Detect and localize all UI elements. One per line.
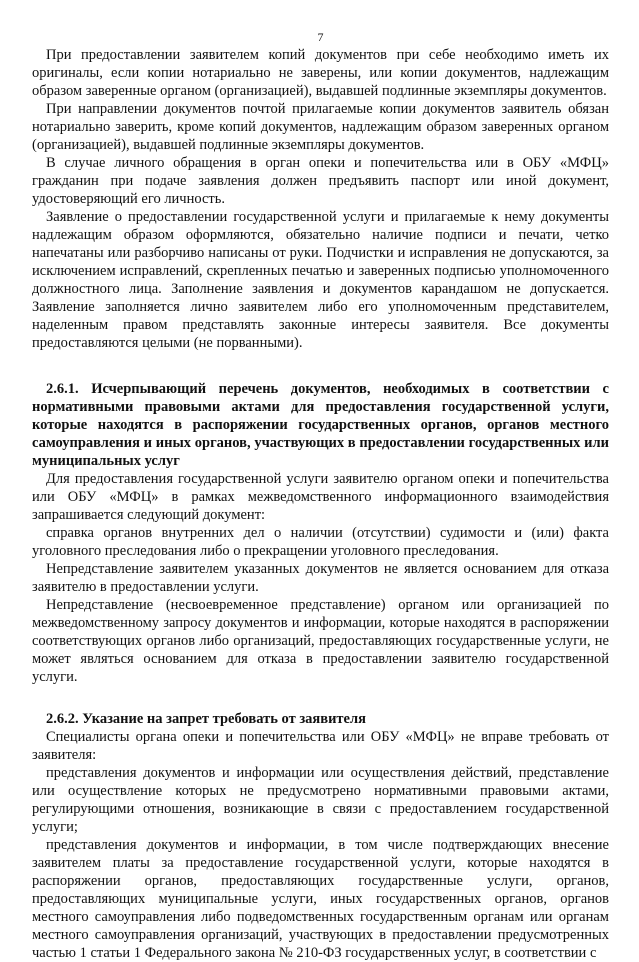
paragraph-mail-submission: При направлении документов почтой прилагаемые копии документов заявитель обязан нотариально заверить, кроме копий документов, надлежащим образом заверенных органом (организацией), выдавшей подлинные экземпляры документов. [32,101,609,153]
paragraph-prohibition-item-2: представления документов и информации, в том числе подтверждающих внесение заявителем платы за предоставление государственной услуги, которые находятся в распоряжении органов, предоставляющих государственные услуги, органов, предоставляющих муниципальные услуги, иных государственных органов, органов местного самоуправления либо подведомственных государственным органам или органам местного самоуправления организаций, участвующих в предоставлении предусмотренных частью 1 статьи 1 Федерального закона № 210-ФЗ государственных услуг, в соответствии с [32,837,609,961]
section-heading-2-6-2: 2.6.2. Указание на запрет требовать от заявителя [46,711,366,727]
page-number: 7 [317,30,324,44]
paragraph-personal-visit: В случае личного обращения в орган опеки и попечительства или в ОБУ «МФЦ» гражданин при подаче заявления должен предъявить паспорт или иной документ, удостоверяющий его личность. [32,155,609,207]
paragraph-criminal-record-certificate: справка органов внутренних дел о наличии (отсутствии) судимости и (или) факта уголовного преследования либо о прекращении уголовного преследования. [32,525,609,559]
paragraph-non-submission: Непредставление заявителем указанных документов не является основанием для отказа заявителю в предоставлении услуги. [32,561,609,595]
paragraph-late-submission: Непредставление (несвоевременное представление) органом или организацией по межведомственному запросу документов и информации, которые находятся в распоряжении соответствующих органов либо организаций, предоставляющих государственные услуги, не может являться основанием для отказа в предоставлении заявителю государственной услуги. [32,597,609,685]
paragraph-application-requirements: Заявление о предоставлении государственной услуги и прилагаемые к нему документы надлежащим образом оформляются, обязательно наличие подписи и печати, четко напечатаны или разборчиво написаны от руки. Подчистки и исправления не допускаются, за исключением исправлений, скрепленных печатью и заверенных подписью уполномоченного должностного лица. Заполнение заявления и документов карандашом не допускается. Заявление заполняется лично заявителем либо его уполномоченным представителем, наделенным правом представлять законные интересы заявителя. Все документы предоставляются целыми (не порванными). [32,209,609,351]
paragraph-prohibition-item-1: представления документов и информации или осуществления действий, представление или осуществление которых не предусмотрено нормативными правовыми актами, регулирующими отношения, возникающие в связи с предоставлением государственной услуги; [32,765,609,835]
paragraph-interagency-request: Для предоставления государственной услуги заявителю органом опеки и попечительства или ОБУ «МФЦ» в рамках межведомственного информационного взаимодействия запрашивается следующий документ: [32,471,609,523]
paragraph-prohibition-intro: Специалисты органа опеки и попечительства или ОБУ «МФЦ» не вправе требовать от заявителя: [32,729,609,763]
paragraph-copies-originals: При предоставлении заявителем копий документов при себе необходимо иметь их оригиналы, если копии нотариально не заверены, или копии документов, надлежащим образом заверенные органом (организацией), выдавшей подлинные экземпляры документов. [32,47,609,99]
section-heading-2-6-1: 2.6.1. Исчерпывающий перечень документов, необходимых в соответствии с нормативными правовыми актами для предоставления государственной услуги, которые находятся в распоряжении государственных органов, органов местного самоуправления и иных органов, участвующих в предоставлении государственных или муниципальных услуг [32,381,609,469]
